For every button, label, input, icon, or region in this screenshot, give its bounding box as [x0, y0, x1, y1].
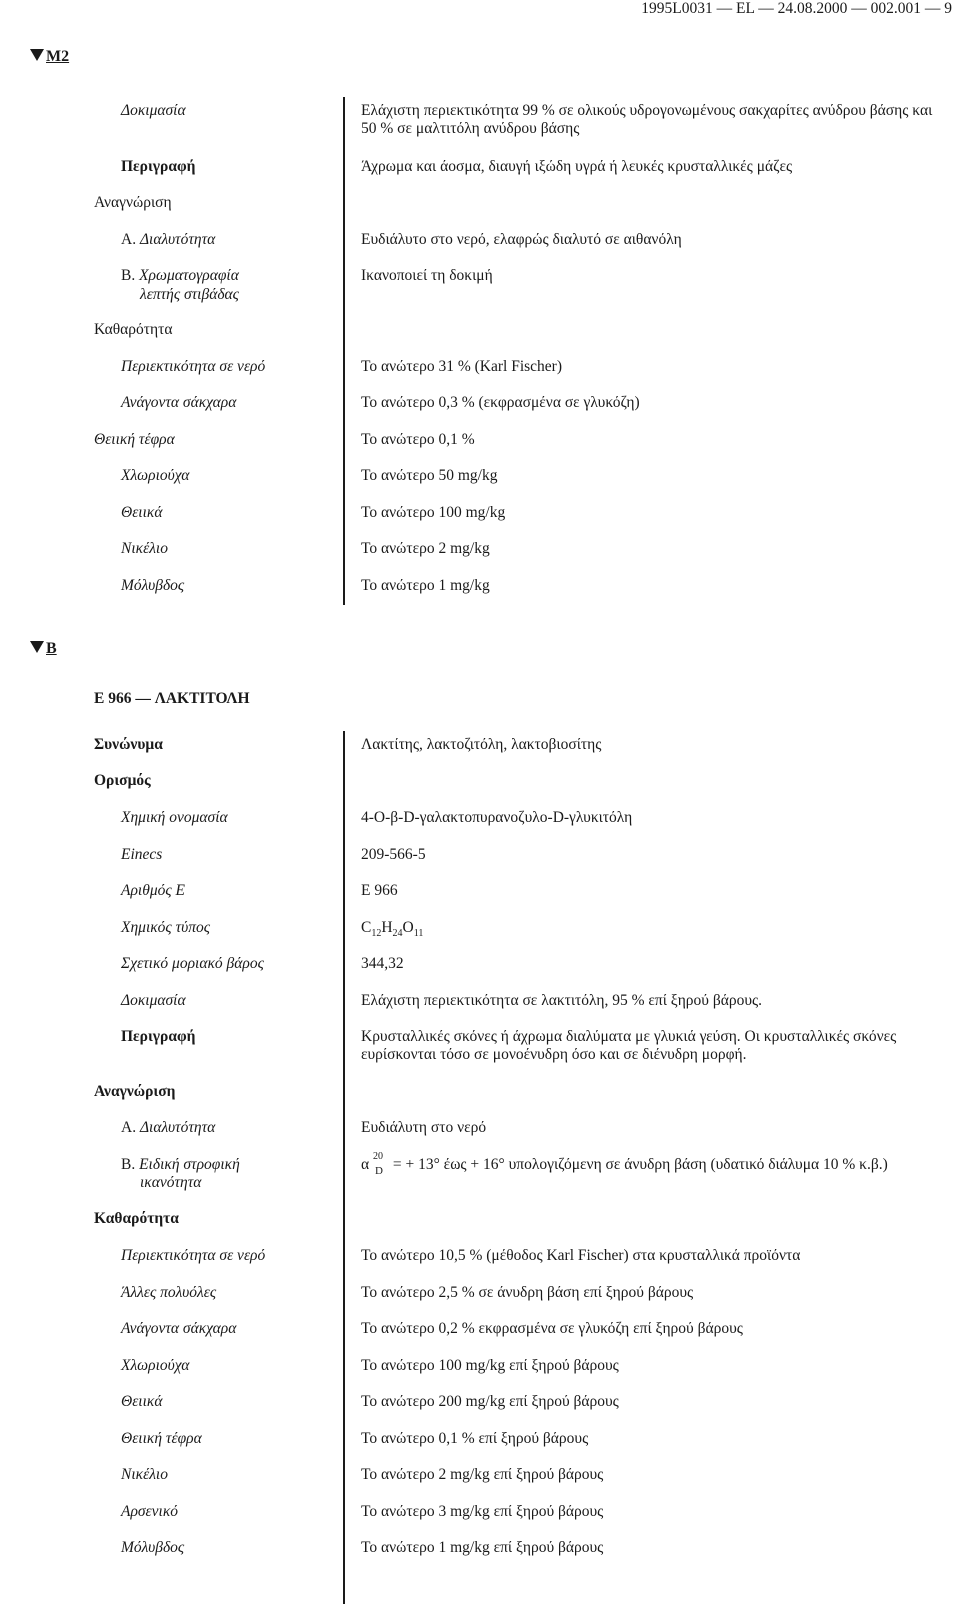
alpha-symbol: α — [361, 1156, 370, 1173]
page-header: 1995L0031 — EL — 24.08.2000 — 002.001 — 9 — [641, 0, 952, 17]
triangle-down-icon — [30, 49, 44, 61]
identification-label: Αναγνώριση — [94, 1083, 176, 1100]
description-value: Κρυσταλλικές σκόνες ή άχρωμα διαλύματα με γλυκιά γεύση. Οι κρυσταλλικές σκόνες ευρίσκονται τόσο σε μονοένυδρη όσο και σε διένυδρη μορφή. — [361, 1028, 897, 1063]
assay-value: Ελάχιστη περιεκτικότητα σε λακτιτόλη, 95 % επί ξηρού βάρους. — [361, 992, 763, 1009]
column-divider — [343, 731, 345, 1604]
lead-label: Μόλυβδος — [121, 577, 185, 594]
column-divider — [343, 97, 345, 605]
molecular-weight-label: Σχετικό μοριακό βάρος — [121, 955, 264, 972]
lead-value: Το ανώτερο 1 mg/kg — [361, 577, 490, 594]
reducing-sugars-value: Το ανώτερο 0,2 % εκφρασμένα σε γλυκόζη επί ξηρού βάρους — [361, 1320, 743, 1337]
assay-value: Ελάχιστη περιεκτικότητα 99 % σε ολικούς υδρογονωμένους σακχαρίτες ανύδρου βάσης και 50 % σε μαλτιτόλη ανύδρου βάσης — [361, 102, 933, 137]
other-polyols-value: Το ανώτερο 2,5 % σε άνυδρη βάση επί ξηρού βάρους — [361, 1284, 694, 1301]
reducing-sugars-label: Ανάγοντα σάκχαρα — [121, 1320, 237, 1337]
sulphates-label: Θειικά — [121, 1393, 163, 1410]
amendment-marker-m2 — [30, 48, 69, 66]
chlorides-value: Το ανώτερο 100 mg/kg επί ξηρού βάρους — [361, 1357, 619, 1374]
rotation-indices: 20 D — [373, 1151, 383, 1177]
arsenic-value: Το ανώτερο 3 mg/kg επί ξηρού βάρους — [361, 1503, 604, 1520]
description-value: Άχρωμα και άοσμα, διαυγή ιξώδη υγρά ή λευκές κρυσταλλικές μάζες — [361, 158, 793, 175]
nickel-value: Το ανώτερο 2 mg/kg επί ξηρού βάρους — [361, 1466, 604, 1483]
specific-rotation-value: α 20 D = + 13° έως + 16° υπολογιζόμενη σε άνυδρη βάση (υδατικό διάλυμα 10 % κ.β.) — [361, 1151, 888, 1177]
description-label: Περιγραφή — [121, 1028, 196, 1045]
arsenic-label: Αρσενικό — [121, 1503, 179, 1520]
sulphates-value: Το ανώτερο 200 mg/kg επί ξηρού βάρους — [361, 1393, 619, 1410]
amendment-marker-b — [30, 640, 57, 658]
triangle-down-icon — [30, 641, 44, 653]
solubility-value: Ευδιάλυτη στο νερό — [361, 1119, 487, 1136]
solubility-label: Α. Διαλυτότητα — [121, 1119, 216, 1136]
chlorides-label: Χλωριούχα — [121, 1357, 190, 1374]
description-label: Περιγραφή — [121, 158, 196, 175]
water-label: Περιεκτικότητα σε νερό — [121, 1247, 266, 1264]
sulphated-ash-label: Θειική τέφρα — [94, 431, 175, 448]
nickel-label: Νικέλιο — [121, 1466, 168, 1483]
sulphated-ash-label: Θειική τέφρα — [121, 1430, 202, 1447]
einecs-value: 209-566-5 — [361, 846, 426, 863]
purity-label: Καθαρότητα — [94, 321, 173, 338]
sulphated-ash-value: Το ανώτερο 0,1 % επί ξηρού βάρους — [361, 1430, 589, 1447]
marker-label: B — [46, 640, 57, 657]
specific-rotation-label-line2: ικανότητα — [140, 1174, 202, 1191]
sulphates-label: Θειικά — [121, 504, 163, 521]
synonyms-label: Συνώνυμα — [94, 736, 163, 753]
chemical-name-label: Χημική ονομασία — [121, 809, 228, 826]
purity-label: Καθαρότητα — [94, 1210, 179, 1227]
tlc-value: Ικανοποιεί τη δοκιμή — [361, 267, 493, 284]
nickel-value: Το ανώτερο 2 mg/kg — [361, 540, 490, 557]
other-polyols-label: Άλλες πολυόλες — [121, 1284, 217, 1301]
chemical-formula-label: Χημικός τύπος — [121, 919, 211, 936]
solubility-value: Ευδιάλυτο στο νερό, ελαφρώς διαλυτό σε αιθανόλη — [361, 231, 682, 248]
assay-label: Δοκιμασία — [121, 992, 186, 1009]
assay-label: Δοκιμασία — [121, 102, 186, 119]
tlc-label-line2: λεπτής στιβάδας — [140, 286, 239, 303]
tlc-label: Β. Χρωματογραφία — [121, 267, 239, 284]
chemical-name-value: 4-O-β-D-γαλακτοπυρανοζυλο-D-γλυκιτόλη — [361, 809, 633, 826]
reducing-sugars-value: Το ανώτερο 0,3 % (εκφρασμένα σε γλυκόζη) — [361, 394, 640, 411]
chemical-formula-value: $C_{12}H_{24}O_{11}$ — [361, 919, 424, 940]
specific-rotation-label: Β. Ειδική στροφική — [121, 1156, 240, 1173]
reducing-sugars-label: Ανάγοντα σάκχαρα — [121, 394, 237, 411]
nickel-label: Νικέλιο — [121, 540, 168, 557]
lead-label: Μόλυβδος — [121, 1539, 185, 1556]
marker-label: M2 — [46, 48, 70, 65]
chlorides-label: Χλωριούχα — [121, 467, 190, 484]
identification-label: Αναγνώριση — [94, 194, 172, 211]
sulphated-ash-value: Το ανώτερο 0,1 % — [361, 431, 475, 448]
section-title: E 966 — ΛΑΚΤΙΤΟΛΗ — [94, 690, 250, 707]
water-label: Περιεκτικότητα σε νερό — [121, 358, 266, 375]
einecs-label: Einecs — [121, 846, 163, 863]
lead-value: Το ανώτερο 1 mg/kg επί ξηρού βάρους — [361, 1539, 604, 1556]
chlorides-value: Το ανώτερο 50 mg/kg — [361, 467, 498, 484]
e-number-value: E 966 — [361, 882, 398, 899]
solubility-label: Α. Διαλυτότητα — [121, 231, 216, 248]
sulphates-value: Το ανώτερο 100 mg/kg — [361, 504, 506, 521]
definition-label: Ορισμός — [94, 772, 151, 789]
e-number-label: Αριθμός Ε — [121, 882, 185, 899]
molecular-weight-value: 344,32 — [361, 955, 404, 972]
water-value: Το ανώτερο 31 % (Karl Fischer) — [361, 358, 562, 375]
water-value: Το ανώτερο 10,5 % (μέθοδος Karl Fischer) στα κρυσταλλικά προϊόντα — [361, 1247, 801, 1264]
synonyms-value: Λακτίτης, λακτοζιτόλη, λακτοβιοσίτης — [361, 736, 602, 753]
